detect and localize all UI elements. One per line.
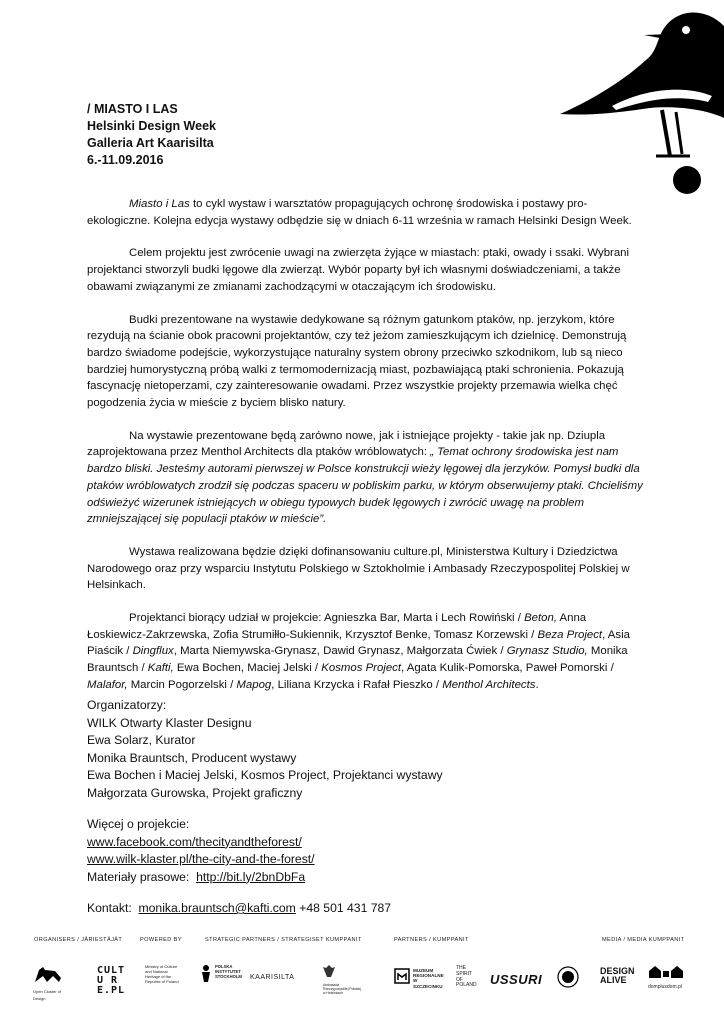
- bird-eye: [682, 26, 690, 34]
- bird-ball: [673, 166, 701, 194]
- projects-quote: „ Temat ochrony środowiska jest nam bardzo bliski. Jesteśmy autorami pierwszej w Polsce konstrukcji wieży lęgowej dla jerzyków. Pomysł budki dla ptaków wróblowatych zrodził się podczas spaceru w pobliskim parku, w którym obserwujemy ptaki. Chcieliśmy odświeżyć wizerunek istniejących w obiegu typowych budek lęgowych i zwrócić uwagę na problem zmniejszającej się populacji ptaków w mieście”.: [87, 446, 643, 526]
- header-venue: Galleria Art Kaarisilta: [87, 136, 214, 150]
- organizer-line: Małgorzata Gurowska, Projekt graficzny: [87, 785, 303, 800]
- bird-illustration: [552, 6, 724, 196]
- projects-text: Na wystawie prezentowane będą zarówno nowe, jak i istniejące projekty - takie jak np. Dziupla zaprojektowana przez Menthol Architects dla ptaków wróblowatych:: [87, 429, 606, 459]
- contact-email-link[interactable]: monika.brauntsch@kafti.com: [138, 901, 296, 915]
- figure-icon: [199, 964, 213, 982]
- studio-name: Kosmos Project: [321, 662, 402, 675]
- design-alive-logo: DESIGN ALIVE: [600, 966, 635, 985]
- paragraph-projects: [87, 428, 647, 528]
- body-text: [87, 196, 647, 710]
- footer-media-label: MEDIA / MEDIA KUMPPANIT: [602, 937, 685, 943]
- ministry-logo: Ministry of Culture and National Heritage of the Republic of Poland: [145, 964, 179, 984]
- eagle-icon: [323, 964, 335, 978]
- header-block: [87, 101, 216, 169]
- studio-name: Mapog: [236, 678, 272, 691]
- studio-name: Kafti,: [147, 662, 174, 675]
- press-label: Materiały prasowe:: [87, 869, 190, 884]
- bird-leg: [662, 110, 670, 156]
- spirit-of-poland-logo: THE SPIRIT OF POLAND: [456, 965, 477, 989]
- designers-text: Ewa Bochen, Maciej Jelski /: [173, 662, 322, 675]
- domplusdom-logo: [648, 965, 698, 991]
- designers-text: Monika Brauntsch /: [87, 645, 628, 675]
- header-dates: 6.-11.09.2016: [87, 153, 164, 167]
- designers-text: Marcin Pogorzelski /: [127, 678, 237, 691]
- paragraph-intro: [87, 196, 647, 229]
- footer-strategic-label: STRATEGIC PARTNERS / STRATEGISET KUMPPANIT: [205, 937, 362, 943]
- designers-text: .: [535, 678, 539, 691]
- muzeum-logo: [394, 968, 446, 989]
- paragraph-designers: [87, 610, 647, 694]
- designers-text: , Asia Piaścik /: [87, 628, 630, 658]
- header-title: / MIASTO I LAS: [87, 102, 178, 116]
- studio-name: Grynasz Studio,: [506, 645, 588, 658]
- organizers-title: Organizatorzy:: [87, 698, 167, 712]
- kaarisilta-logo: KAARISILTA: [250, 974, 295, 981]
- domplusdom-text: domplusdom.pl: [648, 984, 682, 990]
- houses-icon: [648, 965, 684, 979]
- paragraph-goal: Celem projektu jest zwrócenie uwagi na zwierzęta żyjące w miastach: ptaki, owady i ssaki. Wybrani projektanci stworzyli budki lęgowe dla zwierząt. Wybór poparty był ich własnymi doświadczeniami, a także obawami związanymi ze zmianami zachodzącymi w otaczającym ich środowisku.: [87, 247, 630, 293]
- designers-text: Anna Łoskiewicz-Zakrzewska, Zofia Strumiłło-Sukiennik, Krzysztof Benke, Tomasz Korzewski /: [87, 612, 587, 641]
- bird-beak: [644, 34, 672, 40]
- organizer-line: Ewa Bochen i Maciej Jelski, Kosmos Project, Projektanci wystawy: [87, 768, 443, 782]
- museum-icon: [394, 968, 410, 984]
- bird-leg-2: [676, 112, 682, 154]
- press-link[interactable]: http://bit.ly/2bnDbFa: [196, 869, 306, 884]
- badge-logo: [557, 966, 579, 993]
- facebook-link[interactable]: www.facebook.com/thecityandtheforest/: [87, 834, 302, 849]
- organizer-line: WILK Otwarty Klaster Designu: [87, 715, 252, 730]
- designers-text: Projektanci biorący udział w projekcie: Agnieszka Bar, Marta i Lech Rowiński /: [129, 612, 525, 625]
- intro-italic: Miasto i Las: [129, 198, 190, 210]
- studio-name: Malafor,: [87, 678, 128, 691]
- organizer-line: Ewa Solarz, Kurator: [87, 733, 196, 747]
- ussuri-logo: USSURI: [490, 972, 543, 987]
- badge-icon: [557, 966, 579, 988]
- header-event: Helsinki Design Week: [87, 119, 216, 133]
- contact-phone: +48 501 431 787: [299, 901, 392, 915]
- designers-text: , Marta Niemywska-Grynasz, Dawid Grynasz, Małgorzata Ćwiek /: [173, 645, 507, 658]
- footer-organisers-label: ORGANISERS / JÄRIESTÄJÄT: [34, 937, 123, 943]
- muzeum-text: MUZEUM REGIONALNE W SZCZECINKU: [413, 968, 444, 989]
- studio-name: Beton,: [524, 612, 557, 625]
- contact-label: Kontakt:: [87, 901, 132, 915]
- footer-partners-label: PARTNERS / KUMPPANIT: [394, 937, 469, 943]
- organizer-line: Monika Brauntsch, Producent wystawy: [87, 750, 297, 765]
- wilk-logo: [33, 964, 73, 1002]
- studio-name: Menthol Architects: [442, 678, 536, 691]
- organizers-block: [87, 697, 647, 918]
- more-title: Więcej o projekcie:: [87, 817, 190, 831]
- culture-logo: CULTU RE.PL: [97, 965, 126, 996]
- designers-text: , Liliana Krzycka i Rafał Pieszko /: [271, 678, 443, 691]
- polish-institute-text: POLSKA INSTYTUTET STOCKHOLM: [215, 964, 242, 979]
- designers-text: , Agata Kulik-Pomorska, Paweł Pomorski /: [401, 662, 614, 675]
- polish-institute-logo: [199, 964, 243, 987]
- intro-text: to cykl wystaw i warsztatów propagujących ochronę środowiska i postawy pro-ekologiczne. Kolejna edycja wystawy odbędzie się w dniach 6-11 września w ramach Helsinki Design Week.: [87, 198, 632, 227]
- wilk-link[interactable]: www.wilk-klaster.pl/the-city-and-the-forest/: [87, 852, 315, 866]
- embassy-text: Ambasada Rzeczypospolitej Polskiej w Helsinkach: [323, 983, 362, 995]
- studio-name: Beza Project: [537, 628, 603, 641]
- studio-name: Dingflux: [132, 645, 174, 658]
- paragraph-funding: Wystawa realizowana będzie dzięki dofinansowaniu culture.pl, Ministerstwa Kultury i Dziedzictwa Narodowego oraz przy wsparciu Instytutu Polskiego w Sztokholmie i Ambasady Rzeczypospolitej Polskiej w Helsinkach.: [87, 545, 630, 592]
- paragraph-birdhouses: Budki prezentowane na wystawie dedykowane są różnym gatunkom ptaków, np. jerzykom, które rezydują na ścianie obok pracowni projektantów, czy też jeżom zamieszkującym ich dzielnicę. Demonstrują bardzo świadome podejście, wykorzystujące naturalny system obrony przeciwko szkodnikom, lub są nieco bardziej humorystyczną próbą walki z termomodernizacją miast, pozbawiającą ptaki schronienia. Pokazują fascynację nietoperzami, czy zainteresowanie owadami. Przez wszystkie projekty przemawia wielka chęć pogodzenia życia w mieście z byciem blisko natury.: [87, 313, 627, 410]
- embassy-logo: [323, 964, 363, 995]
- footer-powered-label: POWERED BY: [140, 937, 182, 943]
- wilk-logo-text: Open Cluster of Design: [33, 989, 62, 1001]
- wolf-icon: [33, 964, 63, 984]
